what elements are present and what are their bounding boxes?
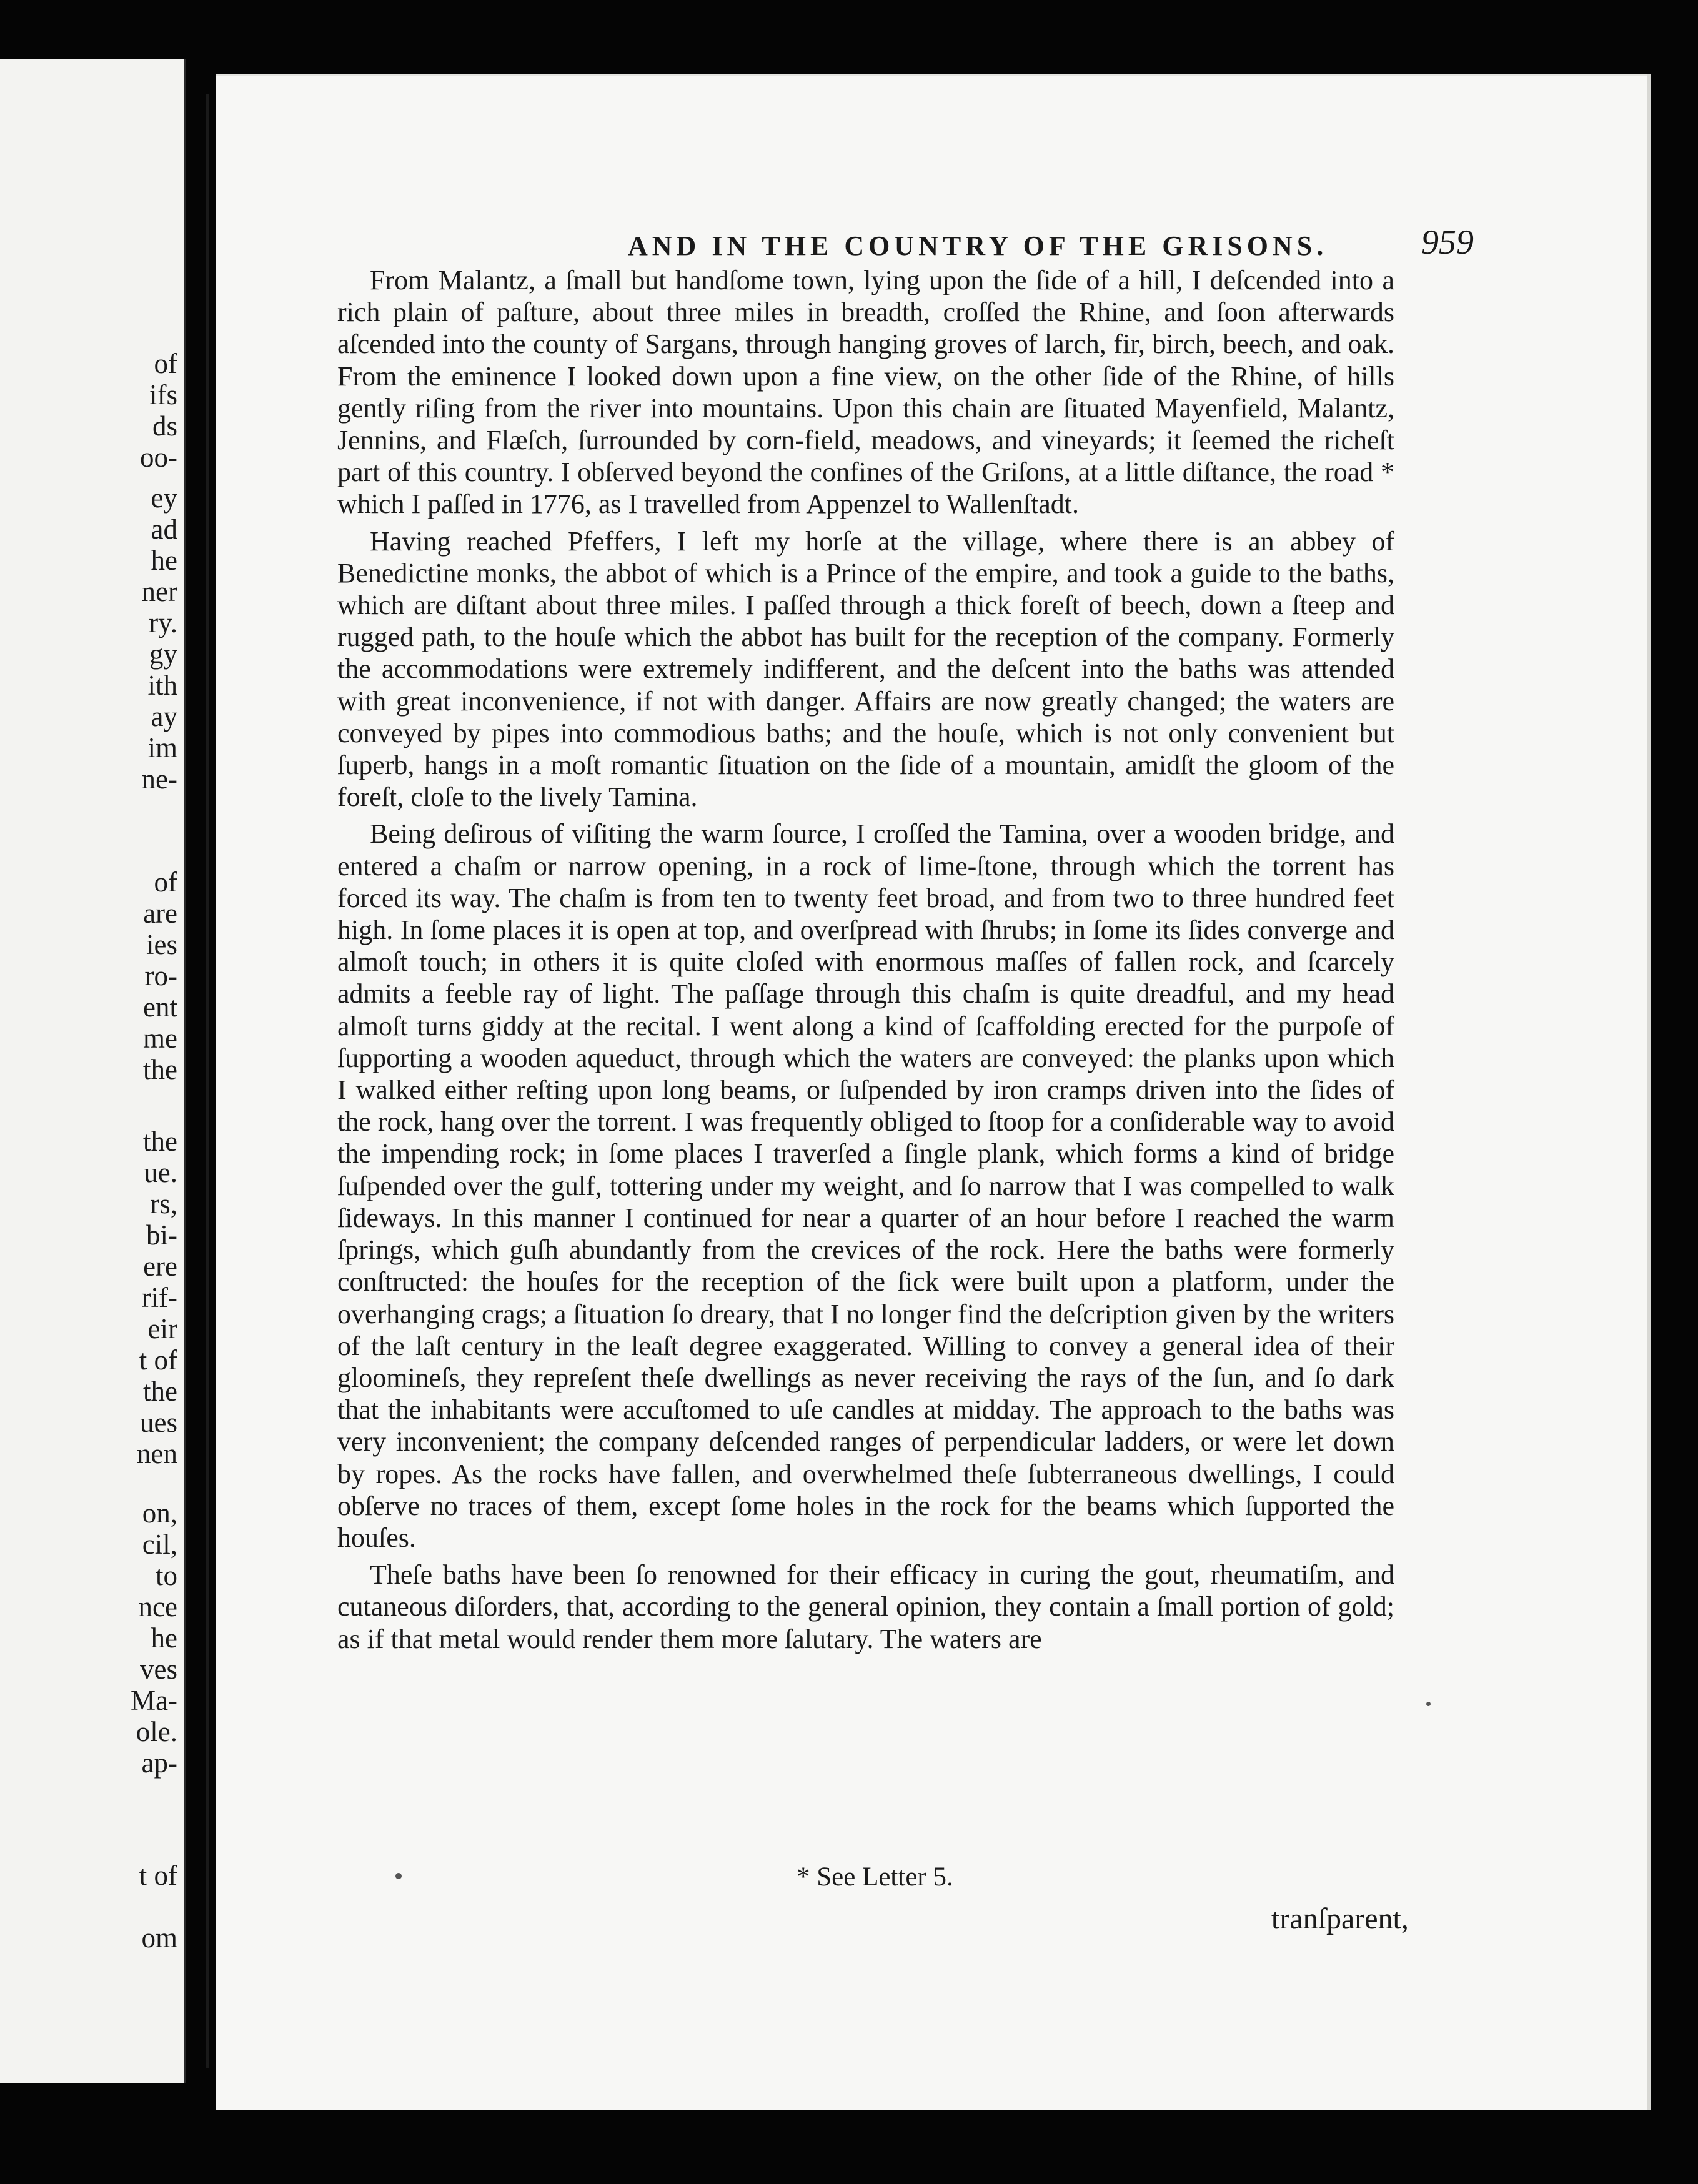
facing-page-fragment: ey [151,482,177,514]
paragraph: Being deſirous of viſiting the warm ſource, I croſſed the Tamina, over a wooden bridge, and entered a chaſm or narrow opening, in a rock of lime-ſtone, through which the torrent has forced its way. The chaſm is from ten to twenty feet broad, and from two to three hundred feet high. In ſome places it is open at top, and overſpread with ſhrubs; in ſome its ſides converge and almoſt touch; in others it is quite cloſed with enormous maſſes of fallen rock, and ſcarcely admits a feeble ray of light. The paſſage through this chaſm is quite dreadful, and my head almoſt turns giddy at the recital. I went along a kind of ſcaffolding erected for the purpoſe of ſupporting a wooden aqueduct, through which the waters are conveyed: the planks upon which I walked either reſting upon long beams, or ſuſpended by iron cramps driven into the ſides of the rock, hang over the torrent. I was frequently obliged to ſtoop for a conſiderable way to avoid the impending rock; in ſome places I traverſed a ſingle plank, which forms a kind of bridge ſuſpended over the gulf, tottering under my weight, and ſo narrow that I was compelled to walk ſideways. In this manner I continued for near a quarter of an hour before I reached the warm ſprings, which guſh abundantly from the crevices of the rock. Here the baths were formerly conſtructed: the houſes for the reception of the ſick were built upon a platform, under the overhanging crags; a ſituation ſo dreary, that I no longer find the deſcription given by the writers of the laſt century in the leaſt degree exaggerated. Willing to convey a general idea of their gloomineſs, they repreſent theſe dwellings as never receiving the rays of the ſun, and ſo dark that the inhabitants were accuſtomed to uſe candles at midday. The approach to the baths was very inconvenient; the company deſcended ranges of perpendicular ladders, or were let down by ropes. As the rocks have fallen, and overwhelmed theſe ſubterraneous dwellings, I could obſerve no traces of them, except ſome holes in the rock for the beams which ſupported the houſes. [337,818,1394,1553]
facing-page-fragment: ad [151,514,177,545]
page-number: 959 [1421,223,1474,262]
facing-page-fragment: ent [143,991,177,1023]
facing-page-fragment: ith [147,670,177,701]
paragraph: Theſe baths have been ſo renowned for their efficacy in curing the gout, rheumatiſm, and cutaneous diſorders, that, according to the general opinion, they contain a ſmall portion of gold; as if that metal would render them more ſalutary. The waters are [337,1559,1394,1654]
footnote: * See Letter 5. [797,1862,953,1892]
facing-page-fragment: me [143,1023,177,1054]
facing-page-fragment: nen [137,1438,177,1469]
facing-page-fragment: bi- [146,1219,177,1251]
facing-page-fragment: ne- [141,763,177,795]
facing-page-fragment: of [154,348,177,379]
facing-page-fragment: ere [143,1251,177,1282]
facing-page-fragment: oo- [140,442,177,473]
facing-page-fragment: rif- [141,1282,177,1313]
facing-page-fragment: he [151,545,177,576]
facing-page-fragment: ues [140,1407,177,1438]
facing-page-fragment: gy [149,638,177,670]
book-page [216,74,1651,2110]
facing-page-fragment: he [151,1622,177,1654]
facing-page-fragment: on, [142,1497,177,1529]
facing-page-fragment: ds [152,410,177,442]
facing-page-fragment: t of [139,1344,177,1376]
ink-spot [1426,1702,1431,1706]
facing-page-fragment: ay [151,701,177,732]
facing-page-edge [0,59,186,2083]
facing-page-fragment: the [143,1126,177,1157]
ink-spot [395,1873,402,1879]
facing-page-fragment: ro- [144,960,177,991]
facing-page-fragment: ifs [149,379,177,410]
facing-page-fragment: of [154,866,177,898]
facing-page-fragment: ies [146,929,177,960]
facing-page-fragment: Ma- [131,1685,177,1716]
facing-page-fragment: eir [147,1313,177,1344]
facing-page-fragment: ner [141,576,177,607]
facing-page-fragment: om [141,1922,177,1953]
paragraph: Having reached Pfeffers, I left my horſe at the village, where there is an abbey of Benedictine monks, the abbot of which is a Prince of the empire, and took a guide to the baths, which are diſtant about three miles. I paſſed through a thick foreſt of beech, down a ſteep and rugged path, to the houſe which the abbot has built for the reception of the company. Formerly the accommodations were extremely indifferent, and the deſcent into the baths was attended with great inconvenience, if not with danger. Affairs are now greatly changed; the waters are conveyed by pipes into commodious baths; and the houſe, which is not only convenient but ſuperb, hangs in a moſt romantic ſituation on the ſide of a mountain, amidſt the gloom of the foreſt, cloſe to the lively Tamina. [337,525,1394,813]
page-gutter [206,94,209,2068]
facing-page-fragment: ole. [136,1716,177,1747]
facing-page-fragment: ves [140,1654,177,1685]
facing-page-fragment: im [147,732,177,763]
facing-page-fragment: the [143,1376,177,1407]
facing-page-fragment: cil, [142,1529,177,1560]
paragraph: From Malantz, a ſmall but handſome town, lying upon the ſide of a hill, I deſcended into a rich plain of paſture, about three miles in breadth, croſſed the Rhine, and ſoon afterwards aſcended into the county of Sargans, through hanging groves of larch, fir, birch, beech, and oak. From the eminence I looked down upon a fine view, on the other ſide of the Rhine, of hills gently riſing from the river into mountains. Upon this chain are ſituated Mayenfield, Malantz, Jennins, and Flæſch, ſurrounded by corn-field, meadows, and vineyards; it ſeemed the richeſt part of this country. I obſerved beyond the confines of the Griſons, at a little diſtance, the road * which I paſſed in 1776, as I travelled from Appenzel to Wallenſtadt. [337,265,1394,520]
facing-page-fragment: ap- [141,1747,177,1779]
facing-page-fragment: are [143,898,177,929]
facing-page-fragment: ry. [149,607,177,638]
facing-page-fragment: to [155,1560,177,1591]
facing-page-fragment: t of [139,1860,177,1891]
facing-page-fragment: ue. [144,1157,177,1188]
facing-page-fragment: nce [138,1591,177,1622]
catchword: tranſparent, [1271,1902,1409,1935]
facing-page-fragment: the [143,1054,177,1085]
facing-page-fragment: rs, [150,1188,177,1219]
running-head: AND IN THE COUNTRY OF THE GRISONS. [628,231,1328,261]
body-text [337,264,1394,1655]
